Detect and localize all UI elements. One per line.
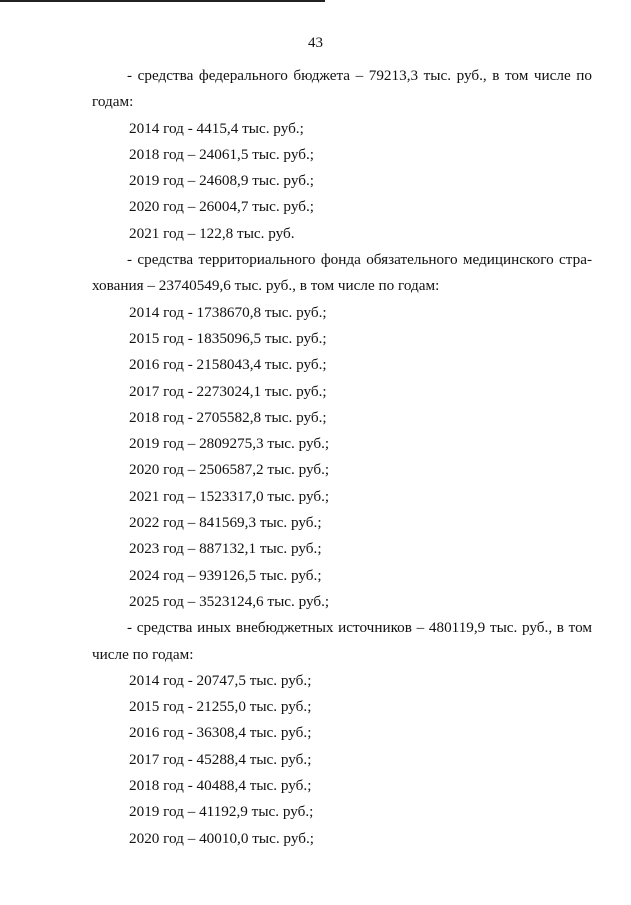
list-item: 2019 год – 41192,9 тыс. руб.;	[129, 803, 314, 821]
list-item: 2018 год – 24061,5 тыс. руб.;	[129, 145, 314, 163]
list-item: 2014 год - 4415,4 тыс. руб.;	[129, 119, 304, 137]
list-item: 2020 год – 2506587,2 тыс. руб.;	[129, 461, 330, 479]
list-item: 2019 год – 2809275,3 тыс. руб.;	[129, 435, 330, 453]
list-item: 2025 год – 3523124,6 тыс. руб.;	[129, 592, 330, 610]
list-item: 2017 год - 45288,4 тыс. руб.;	[129, 750, 312, 768]
list-item: 2015 год - 1835096,5 тыс. руб.;	[129, 329, 327, 347]
list-item: 2016 год - 2158043,4 тыс. руб.;	[129, 356, 327, 374]
list-item: 2023 год – 887132,1 тыс. руб.;	[129, 540, 322, 558]
document-body	[92, 63, 592, 852]
territorial-fund-intro-cont: хования – 23740549,6 тыс. руб., в том числе по годам:	[92, 277, 440, 295]
territorial-fund-section	[92, 247, 592, 615]
list-item: 2019 год – 24608,9 тыс. руб.;	[129, 172, 314, 190]
territorial-fund-intro: - средства территориального фонда обязательного медицинского стра-	[127, 251, 592, 269]
list-item: 2020 год – 40010,0 тыс. руб.;	[129, 829, 314, 847]
federal-budget-section	[92, 63, 592, 247]
other-sources-section	[92, 615, 592, 852]
list-item: 2015 год - 21255,0 тыс. руб.;	[129, 698, 312, 716]
list-item: 2021 год – 1523317,0 тыс. руб.;	[129, 487, 330, 505]
list-item: 2018 год - 40488,4 тыс. руб.;	[129, 777, 312, 795]
list-item: 2014 год - 1738670,8 тыс. руб.;	[129, 303, 327, 321]
federal-budget-intro: - средства федерального бюджета – 79213,3 тыс. руб., в том числе по	[127, 67, 592, 84]
list-item: 2022 год – 841569,3 тыс. руб.;	[129, 514, 322, 532]
list-item: 2014 год - 20747,5 тыс. руб.;	[129, 671, 312, 689]
other-sources-intro-cont: числе по годам:	[92, 645, 194, 663]
list-item: 2018 год - 2705582,8 тыс. руб.;	[129, 408, 327, 426]
other-sources-intro: - средства иных внебюджетных источников – 480119,9 тыс. руб., в том	[127, 619, 592, 637]
top-rule	[0, 0, 325, 2]
federal-budget-intro-cont: годам:	[92, 93, 134, 111]
list-item: 2020 год – 26004,7 тыс. руб.;	[129, 198, 314, 216]
list-item: 2024 год – 939126,5 тыс. руб.;	[129, 566, 322, 584]
list-item: 2016 год - 36308,4 тыс. руб.;	[129, 724, 312, 742]
page-number: 43	[308, 35, 323, 51]
list-item: 2017 год - 2273024,1 тыс. руб.;	[129, 382, 327, 400]
list-item: 2021 год – 122,8 тыс. руб.	[129, 224, 295, 242]
